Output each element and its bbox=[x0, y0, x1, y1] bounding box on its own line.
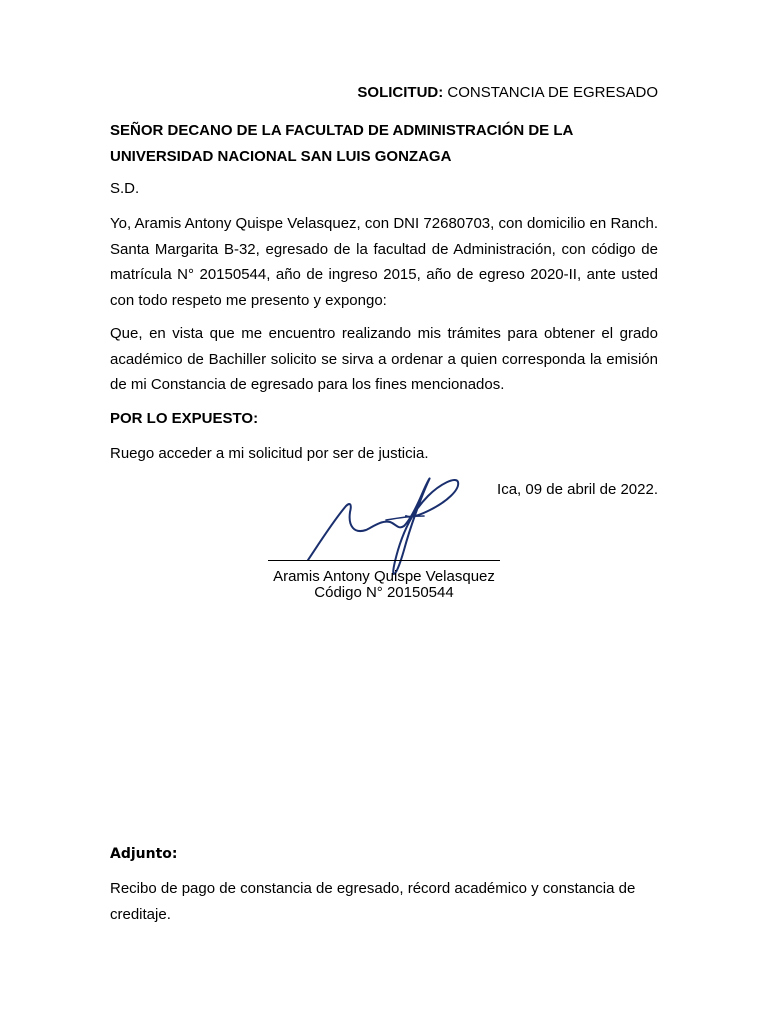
place-date: Ica, 09 de abril de 2022. bbox=[497, 481, 658, 498]
signature-line bbox=[268, 560, 500, 561]
addressee-line-2: UNIVERSIDAD NACIONAL SAN LUIS GONZAGA bbox=[110, 148, 452, 165]
attachment-title: Adjunto: bbox=[110, 846, 178, 862]
closing-request: Ruego acceder a mi solicitud por ser de justicia. bbox=[110, 445, 429, 462]
signer-name: Aramis Antony Quispe Velasquez bbox=[273, 568, 495, 585]
subject-text: CONSTANCIA DE EGRESADO bbox=[443, 84, 658, 101]
subject-label: SOLICITUD: bbox=[357, 84, 444, 101]
closing-heading: POR LO EXPUESTO: bbox=[110, 410, 259, 427]
signer-code: Código N° 20150544 bbox=[314, 584, 454, 601]
attachment-text: Recibo de pago de constancia de egresado, récord académico y constancia de creditaje. bbox=[110, 880, 636, 923]
addressee-block bbox=[110, 118, 658, 170]
body-paragraph-2: Que, en vista que me encuentro realizando mis trámites para obtener el grado académico de Bachiller solicito se sirva a ordenar a quien corresponda la emisión de mi Constancia de egresado para los fines mencionados. bbox=[110, 325, 658, 393]
body-paragraph-1: Yo, Aramis Antony Quispe Velasquez, con DNI 72680703, con domicilio en Ranch. Santa Margarita B-32, egresado de la facultad de Administración, con código de matrícula N° 20150544, año de ingreso 2015, año de egreso 2020-II, ante usted con todo respeto me presento y expongo: bbox=[110, 215, 658, 309]
salutation: S.D. bbox=[110, 180, 140, 197]
subject-line bbox=[357, 84, 658, 101]
addressee-line-1: SEÑOR DECANO DE LA FACULTAD DE ADMINISTRACIÓN DE LA bbox=[110, 122, 574, 139]
handwritten-signature bbox=[300, 470, 470, 580]
